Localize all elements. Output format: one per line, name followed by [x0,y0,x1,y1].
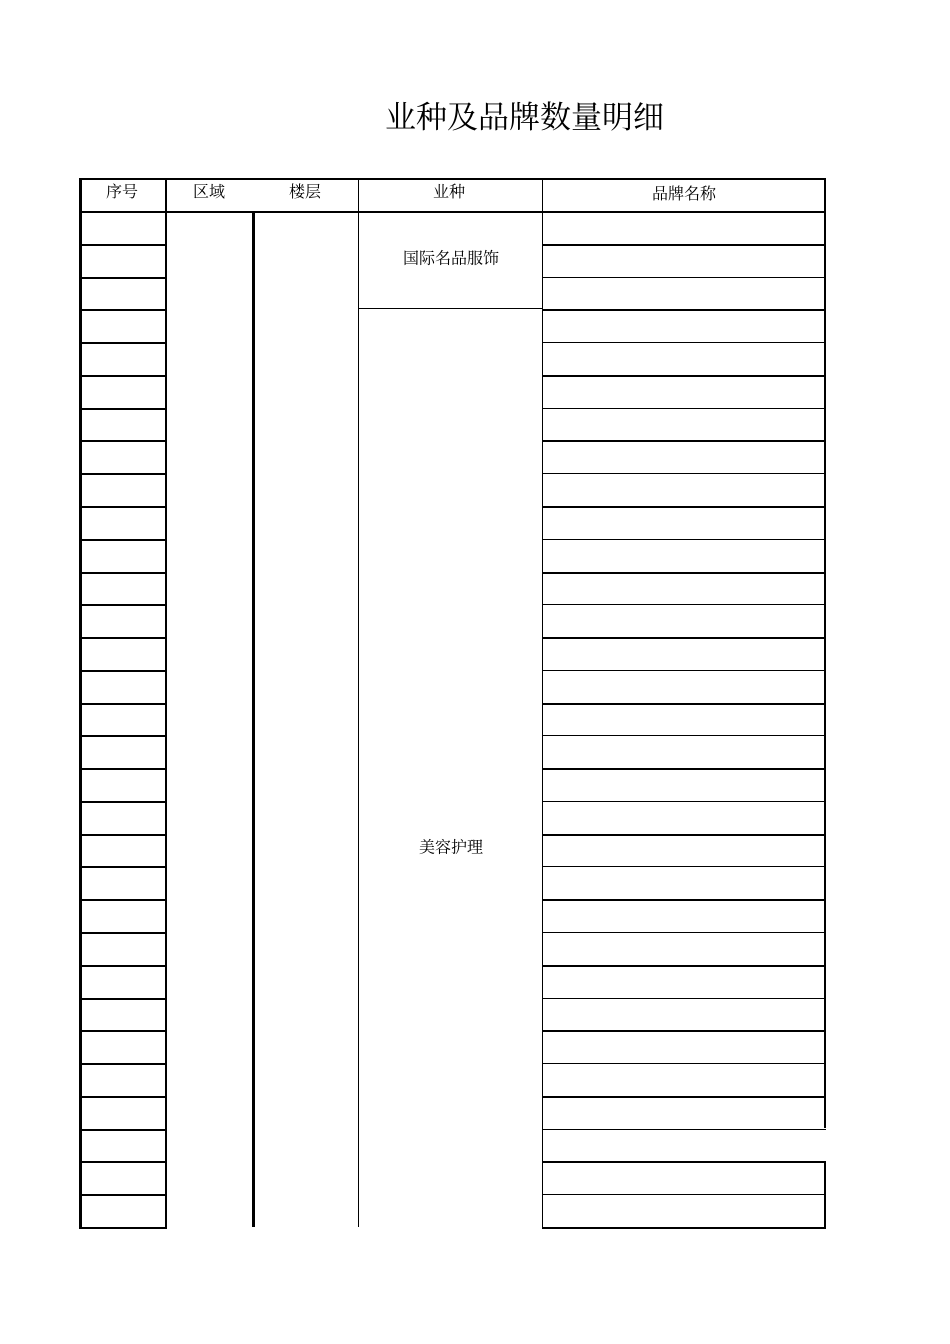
brand-row-line [542,604,826,605]
region-floor-divider [252,211,255,1227]
brand-row-line [542,375,826,377]
header-seq: 序号 [106,182,139,201]
seq-row-line [79,768,167,770]
seq-row-line [79,473,167,475]
brand-row-line [542,277,826,278]
seq-row-line [79,670,167,672]
seq-row-line [79,866,167,868]
brand-row-line [542,703,826,705]
brand-row-line [542,309,826,311]
brand-row-line [542,866,826,867]
seq-row-line [79,440,167,442]
seq-row-line [79,539,167,541]
brand-row-line [542,899,826,901]
seq-row-line [79,375,167,377]
brand-row-line [542,998,826,999]
seq-row-line [79,801,167,803]
brand-row-line [542,768,826,770]
brand-row-line [542,1063,826,1064]
page-title: 业种及品牌数量明细 [385,100,664,136]
brand-row-line [542,473,826,474]
brand-row-line [542,1227,826,1229]
seq-row-line [79,408,167,410]
seq-row-line [79,244,167,246]
floor-category-divider [358,178,359,1227]
seq-row-line [79,572,167,574]
brand-row-line [542,506,826,508]
brand-row-line [542,670,826,671]
brand-row-line [542,1096,826,1098]
seq-row-line [79,506,167,508]
brand-row-line [542,572,826,574]
brand-row-line [542,735,826,736]
seq-row-line [79,309,167,311]
seq-row-line [79,1129,167,1131]
brand-row-line [542,965,826,967]
seq-row-line [79,965,167,967]
category-label-luxury-apparel: 国际名品服饰 [402,248,500,268]
seq-row-line [79,342,167,344]
brand-row-line [542,244,826,246]
brand-row-line [542,1129,826,1130]
brand-row-line [542,1030,826,1032]
category-separator [358,308,543,309]
brand-row-line [542,801,826,802]
brand-row-line [542,932,826,933]
seq-row-line [79,1096,167,1098]
seq-row-line [79,277,167,279]
brand-row-line [542,539,826,540]
seq-row-line [79,1030,167,1032]
seq-row-line [79,1063,167,1065]
header-category: 业种 [433,182,466,201]
header-region: 区域 [193,182,226,201]
seq-row-line [79,899,167,901]
seq-row-line [79,604,167,606]
header-brand: 品牌名称 [652,184,717,203]
seq-row-line [79,932,167,934]
brand-row-line [542,834,826,836]
brand-row-line [542,342,826,343]
category-label-beauty-care: 美容护理 [418,837,484,857]
seq-row-line [79,1194,167,1196]
brand-row-line [542,1161,826,1163]
seq-row-line [79,1227,167,1229]
seq-row-line [79,703,167,705]
header-floor: 楼层 [289,182,322,201]
brand-row-line [542,408,826,409]
seq-row-line [79,637,167,639]
brand-row-line [542,637,826,639]
brand-row-line [542,440,826,442]
right-border-upper [824,178,826,1128]
seq-row-line [79,834,167,836]
seq-row-line [79,998,167,1000]
seq-row-line [79,1161,167,1163]
brand-row-line [542,1194,826,1195]
seq-row-line [79,735,167,737]
